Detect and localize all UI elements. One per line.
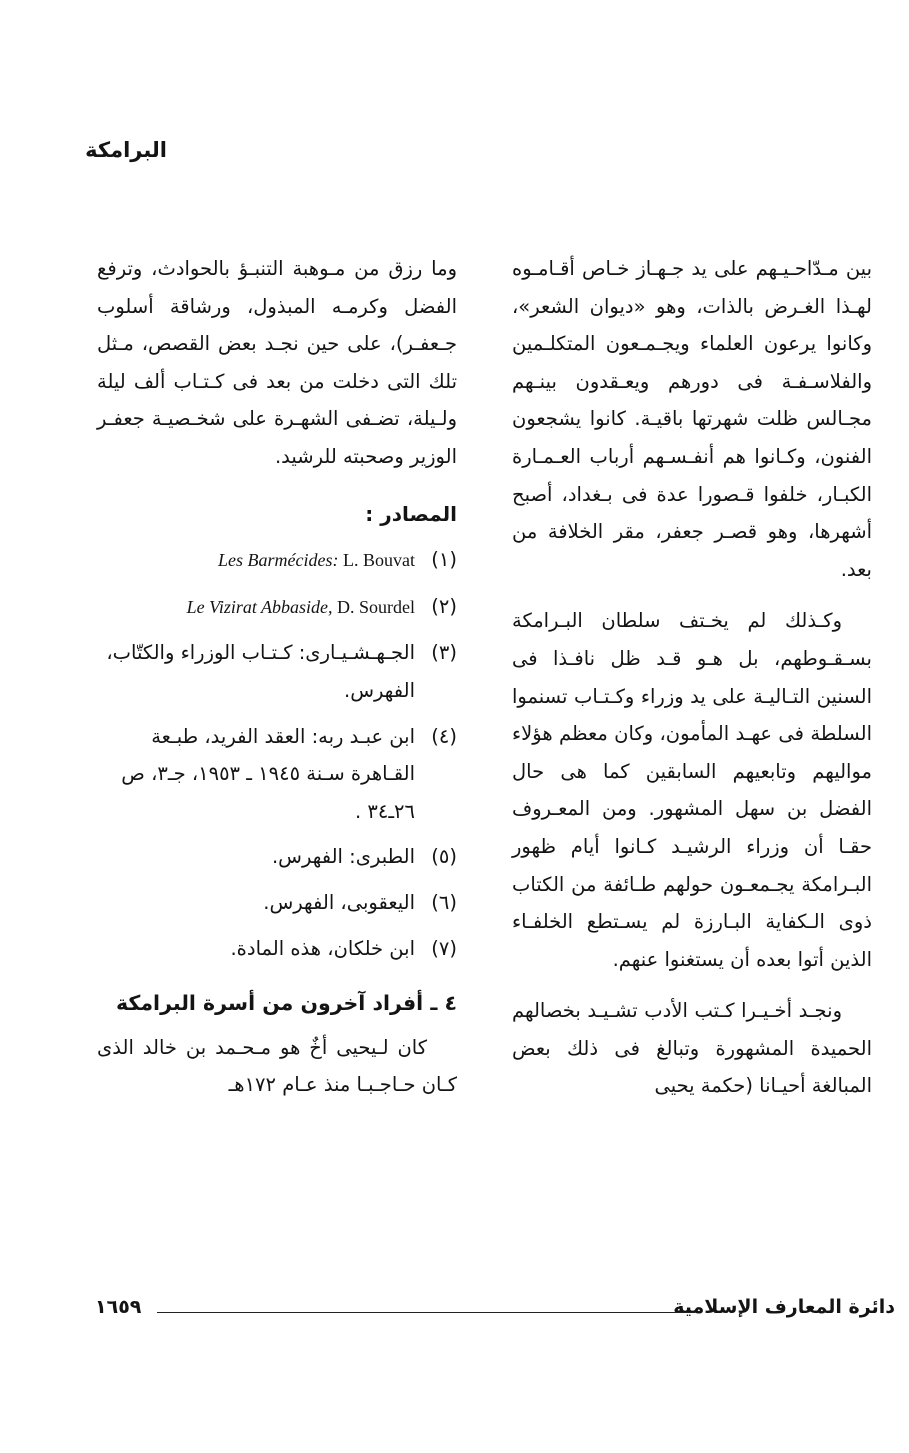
source-text <box>97 541 415 580</box>
source-number: (٣) <box>431 641 457 665</box>
source-text: الطبرى: الفهرس. <box>271 845 415 869</box>
right-column <box>512 250 872 1105</box>
source-author: D. Sourdel <box>332 596 415 617</box>
source-item <box>97 588 457 627</box>
body-paragraph: ونجـد أخـيـرا كـتب الأدب تشـيـد بخصالهم الحميدة المشهورة وتبالغ فى ذلك بعض المبالغة أحيـانا (حكمة يحيى <box>512 999 872 1098</box>
source-text: ابن خلكان، هذه المادة. <box>230 936 415 960</box>
source-item <box>97 930 457 968</box>
source-text: ابن عبـد ربه: العقد الفريد، طبـعة القـاهرة سـنة ١٩٤٥ ـ ١٩٥٣، جـ٣، ص ٢٦ـ٣٤ . <box>121 724 415 823</box>
source-title: Les Barmécides: <box>218 550 339 571</box>
sources-heading: المصادر : <box>365 501 457 526</box>
source-number: (٧) <box>431 936 457 960</box>
source-text <box>97 588 415 627</box>
source-number: (٦) <box>431 890 457 914</box>
body-paragraph: بين مـدّاحـيـهم على يد جـهـاز خـاص أقـامـوه لهـذا الغـرض بالذات، وهو «ديوان الشعر»، وكانوا يرعون العلماء ويجـمـعون المتكلـمين والفلاسـفـة فى دورهم ويعـقدون بينـهم مجـالس ظلت شهرتها باقيـة. كانوا يشجعون الفنون، وكـانوا هم أنفـسـهم أرباب العـمـارة الكبـار، خلفوا قـصورا عدة فى بـغداد، أصبح أشهرها، وهو قصـر جعفر، مقر الخلافة من بعد. <box>512 257 872 581</box>
source-number: (٢) <box>431 594 457 618</box>
section-heading: ٤ ـ أفراد آخرون من أسرة البرامكة <box>116 991 457 1016</box>
source-author: L. Bouvat <box>338 550 415 571</box>
source-number: (١) <box>431 548 457 572</box>
footer-rule <box>157 1312 607 1313</box>
source-text: الجـهـشـيـارى: كـتـاب الوزراء والكتّاب، الفهرس. <box>106 641 415 702</box>
source-title: Le Vizirat Abbaside, <box>186 596 333 617</box>
footer-title: دائرة المعارف الإسلامية <box>673 1296 895 1318</box>
source-item <box>97 718 457 831</box>
source-item <box>97 541 457 580</box>
running-header: البرامكة <box>85 138 167 162</box>
page-footer <box>95 1296 895 1322</box>
source-text: اليعقوبى، الفهرس. <box>263 890 415 914</box>
source-number: (٤) <box>431 724 457 748</box>
body-paragraph: وما رزق من مـوهبة التنبـؤ بالحوادث، وترفع الفضل وكرمـه المبذول، ورشاقة أسلوب جـعفـر)، على حين نجـد بعض القصص، مـثل تلك التى دخلت من بعد فى كـتـاب ألف ليلة ولـيلة، تضـفى الشهـرة على شخـصيـة جعفـر الوزير وصحبته للرشيد. <box>97 257 457 468</box>
body-paragraph: وكـذلك لم يخـتف سلطان البـرامكة بسـقـوطهم، بل هـو قـد ظل نافـذا فى السنين التـاليـة على يد وزراء وكـتـاب تسنموا السلطة فى عهـد المأمون، وكان معظم هؤلاء مواليهم وتابعيهم السابقين كما هى حال الفضل بن سهل المشهور. ومن المعـروف حقـا أن وزراء الرشيـد كـانوا أيام ظهور البـرامكة يجـمعـون حولهم طـائفة من الكتاب ذوى الـكفاية البـارزة لم يسـتطع الخلفـاء الذين أتوا بعده أن يستغنوا عنهم. <box>512 609 872 971</box>
footer-rule <box>605 1312 695 1313</box>
left-column <box>97 250 457 1104</box>
source-item <box>97 634 457 709</box>
source-number: (٥) <box>431 845 457 869</box>
source-item <box>97 884 457 922</box>
page-number: ١٦٥٩ <box>95 1296 142 1318</box>
body-paragraph: كان لـيحيى أخٌ هو مـحـمد بن خالد الذى كـان حـاجـبـا منذ عـام ١٧٢هـ <box>97 1035 457 1097</box>
source-item <box>97 838 457 876</box>
